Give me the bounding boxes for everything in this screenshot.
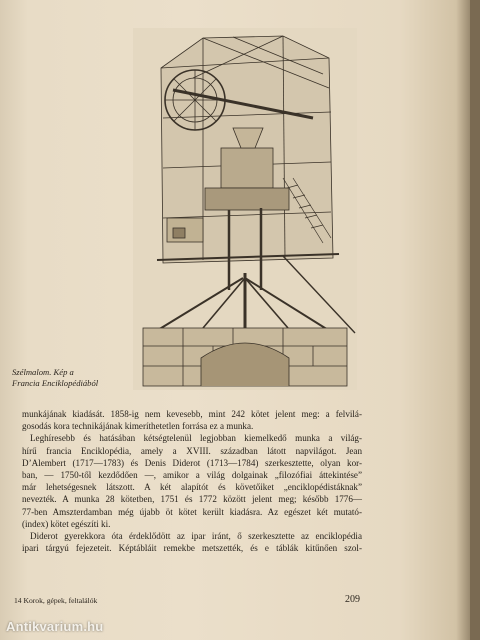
body-line: ban, — 1750-től kezdődően —, amikor a világ dolgainak „filozófiai áttekintése”	[22, 470, 362, 481]
body-line: ipari tárgyú fejezeteit. Képtábláit remekbe metszették, és e táblák kitűnően szol-	[22, 543, 362, 554]
body-line: hírű francia Enciklopédia, amely a XVIII. században látott napvilágot. Jean	[22, 445, 362, 456]
body-line: 77-ben Amszterdamban még újabb öt kötet került kiadásra. Az egészet két mutató-	[22, 506, 362, 517]
body-line: munkájának kiadását. 1858-ig nem kevesebb, mint 242 kötet jelent meg: a felvilá-	[22, 409, 362, 419]
windmill-engraving	[133, 28, 357, 390]
body-line: gosodás kora technikájának kimeríthetetlen forrása ez a munka.	[22, 421, 254, 432]
windmill-engraving-drawing	[133, 28, 357, 390]
body-line: Diderot gyerekkora óta érdeklődött az ipar iránt, ő szerkesztette az enciklopédia	[30, 531, 362, 542]
footer-signature: 14 Korok, gépek, feltalálók	[14, 596, 98, 605]
body-line: nevezték. A munka 28 kötetben, 1751 és 1772 között jelent meg; később 1776—	[22, 494, 362, 505]
body-text	[22, 408, 362, 554]
body-line: már lehetségesnek látszott. A két alapítót és követőiket „enciklopédistáknak”	[22, 482, 362, 493]
figure-caption	[12, 367, 132, 389]
caption-line-2: Francia Enciklopédiából	[12, 378, 99, 388]
caption-line-1: Szélmalom. Kép a	[12, 367, 74, 377]
watermark-logo: Antikvarium.hu	[6, 619, 104, 634]
page-number: 209	[345, 594, 360, 605]
body-line: Leghíresebb és hatásában kétségtelenül legjobban kiemelkedő munka a világ-	[30, 433, 362, 444]
body-line: D’Alembert (1717—1783) és Denis Diderot (1713—1784) szerkesztette, olyan kor-	[22, 457, 362, 468]
page-gutter-shadow	[456, 0, 470, 640]
body-line: (index) kötet egészíti ki.	[22, 518, 111, 529]
